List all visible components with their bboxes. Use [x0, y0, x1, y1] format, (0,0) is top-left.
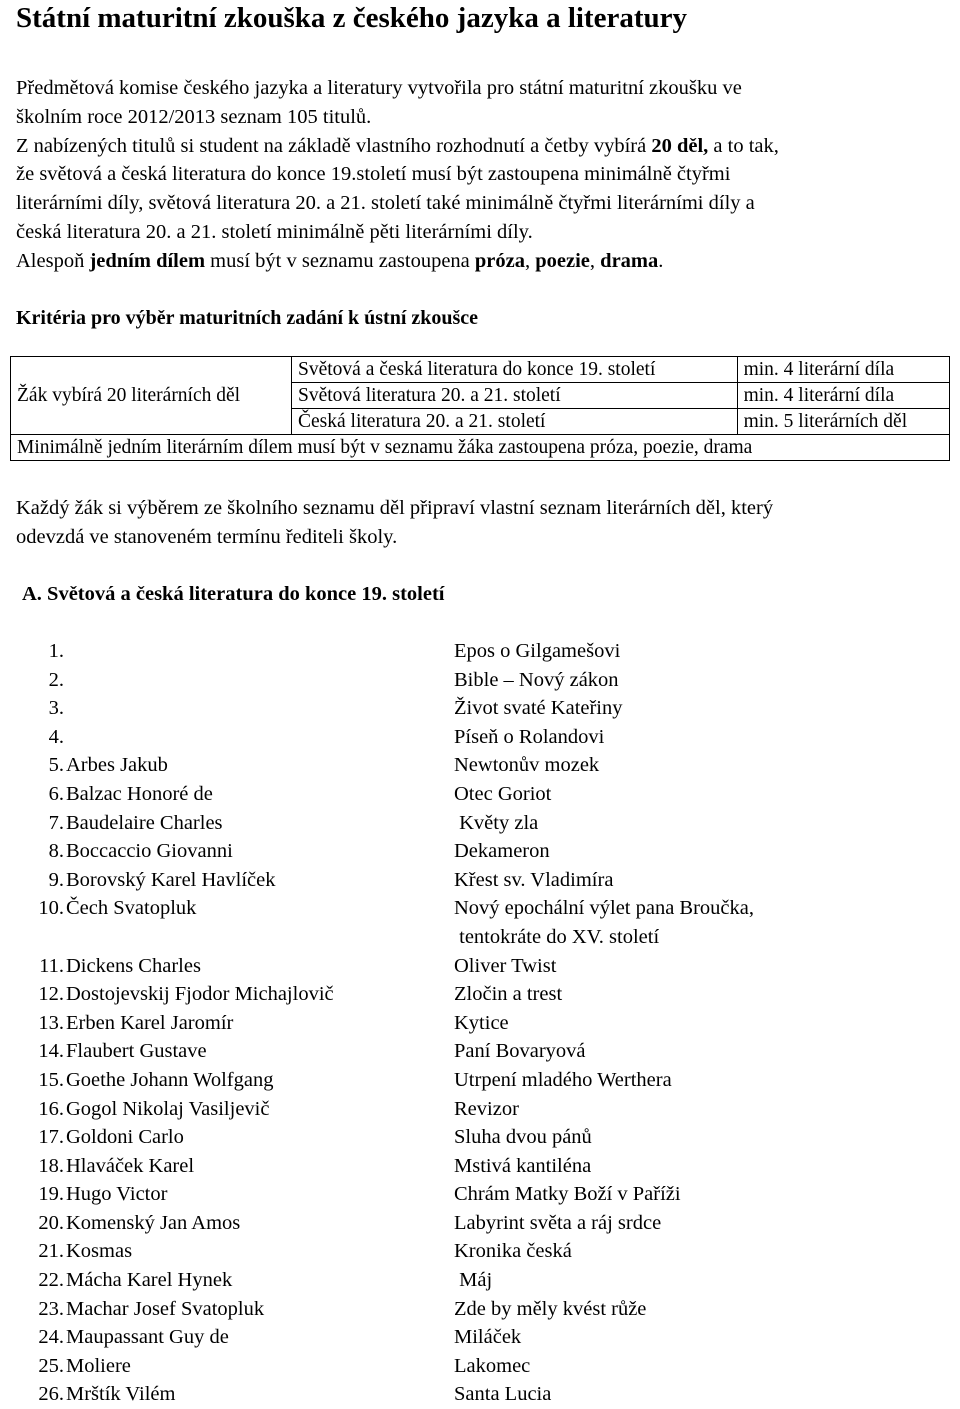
intro-text: ,	[525, 249, 536, 272]
work-number: 5.	[48, 754, 64, 777]
criteria-minimum: min. 5 literárních děl	[737, 409, 949, 435]
list-item	[0, 866, 960, 895]
work-number: 25.	[38, 1354, 64, 1377]
work-title: Chrám Matky Boží v Paříži	[454, 1183, 681, 1206]
work-title: Nový epochální výlet pana Broučka, tentokráte do XV. století	[454, 897, 755, 948]
submission-paragraph	[16, 494, 946, 552]
work-number: 23.	[38, 1297, 64, 1320]
work-author: Čech Svatopluk	[66, 897, 197, 920]
work-number: 26.	[38, 1383, 64, 1406]
work-title: Oliver Twist	[454, 954, 557, 977]
work-title: Bible – Nový zákon	[454, 668, 619, 691]
criteria-category: Světová a česká literatura do konce 19. století	[292, 357, 738, 383]
intro-text: ,	[589, 249, 601, 272]
work-title: Mstivá kantiléna	[454, 1154, 592, 1177]
work-author: Baudelaire Charles	[66, 811, 223, 834]
intro-line	[16, 160, 946, 189]
work-number: 11.	[39, 954, 64, 977]
work-number: 16.	[38, 1097, 64, 1120]
work-author: Mrštík Vilém	[66, 1383, 176, 1406]
intro-emphasis: próza	[474, 249, 526, 272]
intro-line	[16, 132, 946, 161]
list-item	[0, 1095, 960, 1124]
work-title: Revizor	[454, 1097, 519, 1120]
section-heading: A. Světová a česká literatura do konce 19. století	[22, 583, 445, 605]
intro-text: česká literatura 20. a 21. století minimálně pěti literárními díly.	[16, 220, 533, 243]
intro-text: literárními díly, světová literatura 20. a 21. století také minimálně čtyřmi literárními díly a	[16, 192, 755, 215]
criteria-category: Světová literatura 20. a 21. století	[292, 383, 738, 409]
list-item	[0, 1123, 960, 1152]
intro-paragraph	[16, 74, 946, 276]
paragraph-line: Každý žák si výběrem ze školního seznamu děl připraví vlastní seznam literárních děl, který	[16, 497, 774, 519]
work-author: Machar Josef Svatopluk	[66, 1297, 265, 1320]
work-title: Lakomec	[454, 1354, 531, 1377]
work-author: Goldoni Carlo	[66, 1126, 184, 1149]
work-author: Hugo Victor	[66, 1183, 168, 1206]
intro-line	[16, 189, 946, 218]
work-number: 20.	[38, 1211, 64, 1234]
work-number: 3.	[48, 697, 64, 720]
work-number: 1.	[48, 640, 64, 662]
list-item	[0, 694, 960, 723]
list-item	[0, 637, 960, 666]
criteria-category: Česká literatura 20. a 21. století	[292, 409, 738, 435]
work-number: 24.	[38, 1326, 64, 1349]
work-number: 14.	[38, 1040, 64, 1063]
work-title: Píseň o Rolandovi	[454, 725, 605, 748]
list-item	[0, 894, 960, 951]
intro-text: .	[658, 249, 664, 272]
work-number: 10.	[38, 897, 64, 920]
work-author: Komenský Jan Amos	[66, 1211, 241, 1234]
work-title: Květy zla	[454, 811, 539, 834]
intro-emphasis: 20 děl,	[651, 134, 709, 157]
work-number: 12.	[38, 983, 64, 1006]
list-item	[0, 1323, 960, 1352]
work-author: Dostojevskij Fjodor Michajlovič	[66, 983, 334, 1006]
criteria-left-label: Žák vybírá 20 literárních děl	[11, 357, 292, 435]
list-item	[0, 1152, 960, 1181]
work-title: Miláček	[454, 1326, 522, 1349]
work-author: Boccaccio Giovanni	[66, 840, 233, 863]
work-title: Zločin a trest	[454, 983, 563, 1006]
work-title: Kytice	[454, 1011, 509, 1034]
work-number: 19.	[38, 1183, 64, 1206]
work-author: Borovský Karel Havlíček	[66, 868, 276, 891]
intro-line	[16, 74, 946, 103]
intro-emphasis: poezie	[535, 249, 590, 272]
intro-text: a to tak,	[708, 134, 779, 157]
criteria-footer-row	[11, 435, 950, 461]
intro-emphasis: drama	[600, 249, 659, 272]
list-item	[0, 666, 960, 695]
work-title: Paní Bovaryová	[454, 1040, 586, 1063]
list-item	[0, 1295, 960, 1324]
work-author: Kosmas	[66, 1240, 133, 1263]
list-item	[0, 1266, 960, 1295]
intro-line	[16, 103, 946, 132]
work-number: 18.	[38, 1154, 64, 1177]
list-item	[0, 1066, 960, 1095]
work-title: Labyrint světa a ráj srdce	[454, 1211, 662, 1234]
criteria-table	[10, 356, 950, 461]
work-title: Zde by měly kvést růže	[454, 1297, 647, 1320]
work-title: Život svaté Kateřiny	[454, 697, 623, 720]
list-item	[0, 809, 960, 838]
work-title: Utrpení mladého Werthera	[454, 1068, 672, 1091]
list-item	[0, 1209, 960, 1238]
work-author: Flaubert Gustave	[66, 1040, 207, 1063]
list-item	[0, 751, 960, 780]
work-author: Moliere	[66, 1354, 131, 1377]
work-author: Balzac Honoré de	[66, 782, 213, 805]
work-title: Otec Goriot	[454, 782, 552, 805]
work-number: 2.	[48, 668, 64, 691]
work-author: Gogol Nikolaj Vasiljevič	[66, 1097, 270, 1120]
list-item	[0, 1180, 960, 1209]
work-number: 9.	[48, 868, 64, 891]
intro-text: musí být v seznamu zastoupena	[205, 249, 475, 272]
intro-line	[16, 247, 946, 276]
work-author: Mácha Karel Hynek	[66, 1269, 233, 1292]
work-author: Arbes Jakub	[66, 754, 168, 777]
work-number: 7.	[48, 811, 64, 834]
work-number: 4.	[48, 725, 64, 748]
work-title: Dekameron	[454, 840, 550, 863]
intro-text: Z nabízených titulů si student na základě vlastního rozhodnutí a četby vybírá	[16, 134, 652, 157]
work-author: Maupassant Guy de	[66, 1326, 229, 1349]
work-number: 17.	[38, 1126, 64, 1149]
criteria-minimum: min. 4 literární díla	[737, 383, 949, 409]
intro-text: že světová a česká literatura do konce 19.století musí být zastoupena minimálně čtyřmi	[16, 163, 731, 186]
list-item	[0, 980, 960, 1009]
work-title: Epos o Gilgamešovi	[454, 640, 621, 662]
work-author: Goethe Johann Wolfgang	[66, 1068, 274, 1091]
intro-line	[16, 218, 946, 247]
intro-emphasis: jedním dílem	[89, 249, 206, 272]
criteria-row	[11, 357, 950, 383]
list-item	[0, 1380, 960, 1409]
list-item	[0, 837, 960, 866]
work-number: 8.	[48, 840, 64, 863]
list-item	[0, 1009, 960, 1038]
page-title: Státní maturitní zkouška z českého jazyka a literatury	[16, 2, 687, 34]
list-item	[0, 1352, 960, 1381]
criteria-heading: Kritéria pro výběr maturitních zadání k ústní zkoušce	[16, 307, 479, 329]
work-title: Newtonův mozek	[454, 754, 600, 777]
work-title: Sluha dvou pánů	[454, 1126, 592, 1149]
work-title: Kronika česká	[454, 1240, 572, 1263]
criteria-minimum: min. 4 literární díla	[737, 357, 949, 383]
intro-text: školním roce 2012/2013 seznam 105 titulů.	[16, 105, 372, 128]
work-title: Máj	[454, 1269, 493, 1292]
list-item	[0, 952, 960, 981]
work-number: 21.	[38, 1240, 64, 1263]
list-item	[0, 1037, 960, 1066]
list-item	[0, 723, 960, 752]
works-list	[0, 637, 960, 1409]
work-title: Santa Lucia	[454, 1383, 552, 1406]
list-item	[0, 780, 960, 809]
intro-text: Alespoň	[16, 249, 90, 272]
work-title: Křest sv. Vladimíra	[454, 868, 614, 891]
work-author: Hlaváček Karel	[66, 1154, 195, 1177]
work-number: 22.	[38, 1269, 64, 1292]
criteria-footer: Minimálně jedním literárním dílem musí být v seznamu žáka zastoupena próza, poezie, drama	[11, 435, 950, 461]
list-item	[0, 1237, 960, 1266]
work-author: Dickens Charles	[66, 954, 201, 977]
paragraph-line: odevzdá ve stanoveném termínu řediteli školy.	[16, 526, 398, 548]
work-number: 13.	[38, 1011, 64, 1034]
intro-text: Předmětová komise českého jazyka a literatury vytvořila pro státní maturitní zkoušku ve	[16, 77, 742, 99]
work-number: 6.	[48, 782, 64, 805]
work-number: 15.	[38, 1068, 64, 1091]
work-author: Erben Karel Jaromír	[66, 1011, 234, 1034]
